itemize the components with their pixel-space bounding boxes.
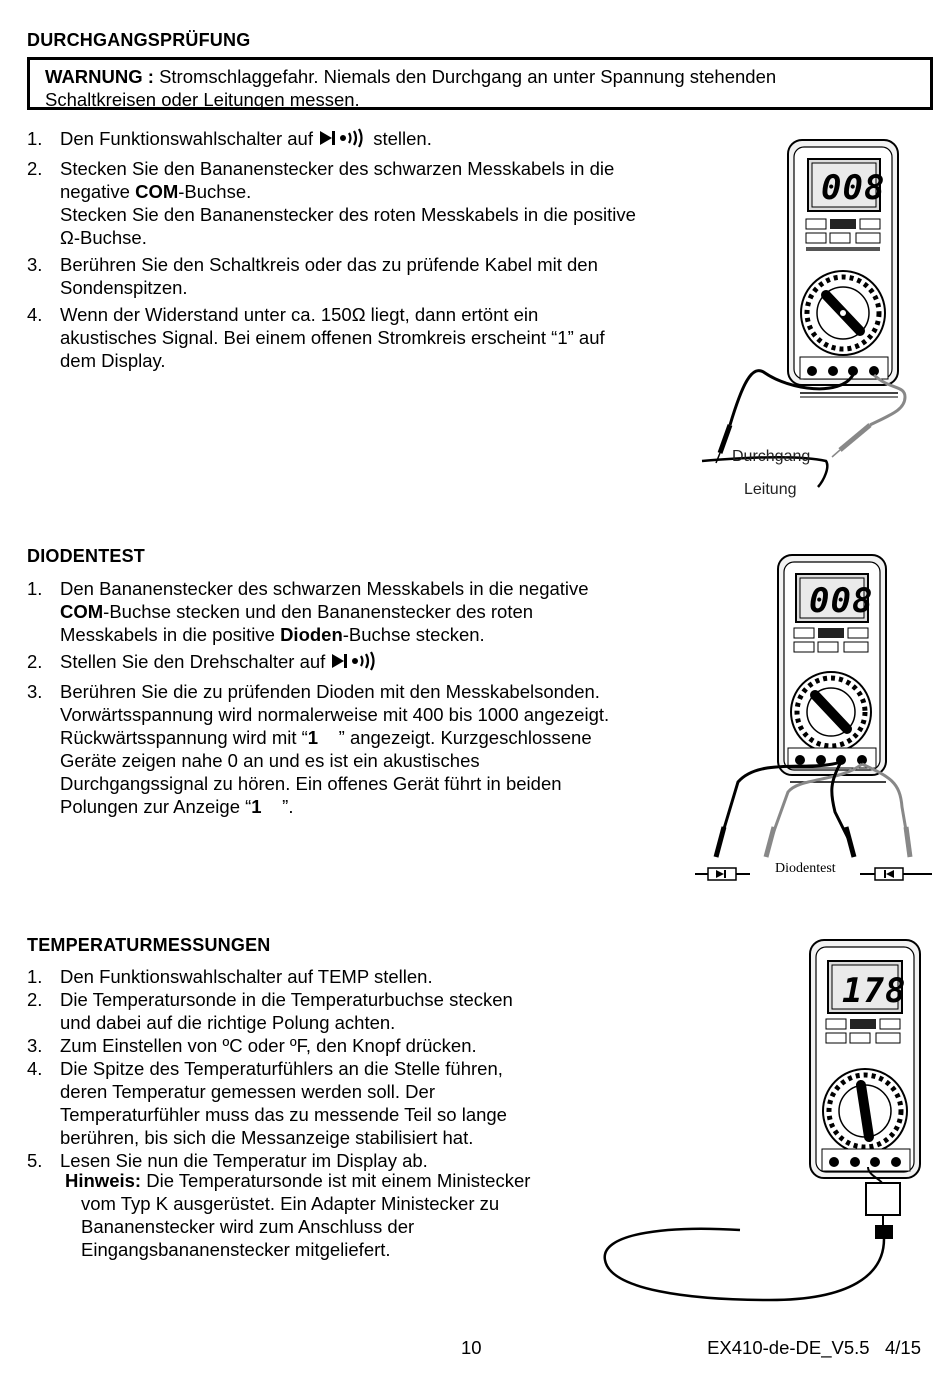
step-text: Die Temperatursonde in die Temperaturbuchse stecken: [60, 989, 513, 1010]
meter-display-value: 008: [809, 581, 874, 621]
list-item: [27, 127, 707, 153]
figure-caption: Leitung: [744, 481, 797, 498]
diode-heading: DIODENTEST: [27, 546, 146, 566]
step-text: Die Spitze des Temperaturfühlers an die Stelle führen,: [60, 1058, 503, 1079]
list-item: [27, 680, 707, 818]
diode-jack-label: Dioden: [280, 624, 343, 645]
continuity-steps: [27, 127, 707, 376]
step-number: 3.: [27, 1035, 43, 1056]
step-text: Stecken Sie den Bananenstecker des schwarzen Messkabels in die: [60, 157, 615, 179]
step-text: stellen.: [368, 128, 432, 149]
step-text: Berühren Sie die zu prüfenden Dioden mit den Messkabelsonden.: [60, 680, 600, 702]
note-text: vom Typ K ausgerüstet. Ein Adapter Ministecker zu: [81, 1193, 500, 1214]
list-item: [27, 303, 707, 372]
diode-continuity-icon: [330, 651, 380, 676]
step-number: 3.: [27, 253, 43, 275]
meter-display-value: 178: [842, 971, 907, 1011]
step-number: 5.: [27, 1150, 43, 1171]
note-text: Eingangsbananenstecker mitgeliefert.: [81, 1239, 391, 1260]
step-text: Sondenspitzen.: [60, 276, 188, 298]
step-text: deren Temperatur gemessen werden soll. Der: [60, 1081, 435, 1102]
step-text: Durchgangssignal zu hören. Ein offenes Gerät führt in beiden: [60, 772, 562, 794]
step-text: Den Funktionswahlschalter auf: [60, 128, 319, 149]
step-text: berühren, bis sich die Messanzeige stabilisiert hat.: [60, 1127, 474, 1148]
step-text: Berühren Sie den Schaltkreis oder das zu prüfende Kabel mit den: [60, 253, 598, 275]
step-number: 3.: [27, 680, 43, 702]
diode-figure: [690, 552, 935, 882]
diode-steps: [27, 577, 707, 822]
list-item: [27, 157, 707, 249]
list-item: [27, 1034, 587, 1057]
step-text: -Buchse stecken und den Bananenstecker des roten: [103, 601, 534, 622]
temperature-heading: TEMPERATURMESSUNGEN: [27, 935, 271, 955]
ohm-symbol: Ω: [60, 226, 74, 248]
warning-label: WARNUNG :: [45, 66, 154, 87]
figure-caption: Diodentest: [775, 861, 836, 876]
note-label: Hinweis:: [65, 1170, 142, 1191]
warning-box: [27, 57, 933, 110]
continuity-heading: DURCHGANGSPRÜFUNG: [27, 30, 251, 50]
step-text: -Buchse.: [73, 226, 147, 248]
step-text: Stellen Sie den Drehschalter auf: [60, 651, 331, 672]
step-text: -Buchse.: [178, 180, 252, 202]
step-text: ”.: [261, 795, 294, 817]
list-item: [27, 253, 707, 299]
step-text: Vorwärtsspannung wird normalerweise mit 400 bis 1000 angezeigt.: [60, 703, 610, 725]
step-text: ” angezeigt. Kurzgeschlossene: [318, 726, 592, 748]
step-text: -Buchse stecken.: [342, 624, 485, 645]
step-text: Lesen Sie nun die Temperatur im Display ab.: [60, 1150, 428, 1171]
figure-caption: Durchgang: [732, 448, 811, 465]
list-item: [27, 965, 587, 988]
continuity-figure: [690, 135, 930, 505]
document-id: EX410-de-DE_V5.5 4/15: [707, 1337, 921, 1358]
step-text: Rückwärtsspannung wird mit “: [60, 726, 308, 748]
step-number: 2.: [27, 157, 43, 179]
page-number: 10: [461, 1337, 482, 1358]
step-text: Polungen zur Anzeige “: [60, 795, 252, 817]
step-text: Zum Einstellen von ºC oder ºF, den Knopf drücken.: [60, 1035, 477, 1056]
temperature-steps: [27, 965, 587, 1172]
step-number: 1.: [27, 966, 43, 987]
step-text: Den Funktionswahlschalter auf TEMP stellen.: [60, 966, 433, 987]
list-item: [27, 650, 707, 676]
step-number: 4.: [27, 1058, 43, 1079]
step-text: negative: [60, 180, 136, 202]
warning-text: [45, 65, 776, 111]
com-jack-label: COM: [135, 180, 179, 202]
step-text: dem Display.: [60, 349, 166, 371]
note-text: Bananenstecker wird zum Anschluss der: [81, 1216, 415, 1237]
list-item: [27, 577, 707, 646]
step-text: und dabei auf die richtige Polung achten.: [60, 1012, 396, 1033]
step-text: Geräte zeigen nahe 0 an und es ist ein akustisches: [60, 749, 480, 771]
com-jack-label: COM: [60, 601, 104, 622]
step-number: 1.: [27, 128, 43, 149]
step-text: Den Bananenstecker des schwarzen Messkabels in die negative: [60, 578, 589, 599]
step-number: 2.: [27, 989, 43, 1010]
display-one: 1: [251, 795, 262, 817]
warning-line2: Schaltkreisen oder Leitungen messen.: [45, 89, 360, 110]
step-number: 1.: [27, 578, 43, 599]
step-number: 2.: [27, 651, 43, 672]
note-text: Die Temperatursonde ist mit einem Ministecker: [141, 1170, 531, 1191]
step-text: Wenn der Widerstand unter ca. 150Ω liegt, dann ertönt ein: [60, 303, 539, 325]
warning-line1: Stromschlaggefahr. Niemals den Durchgang an unter Spannung stehenden: [153, 66, 777, 87]
step-text: akustisches Signal. Bei einem offenen Stromkreis erscheint “1” auf: [60, 326, 605, 348]
meter-display-value: 008: [821, 168, 886, 208]
temperature-note: [65, 1169, 530, 1261]
diode-continuity-icon: [318, 128, 368, 153]
step-number: 4.: [27, 303, 43, 325]
display-one: 1: [307, 726, 319, 748]
temperature-figure: [600, 935, 930, 1310]
list-item: [27, 988, 587, 1034]
step-text: Stecken Sie den Bananenstecker des roten Messkabels in die positive: [60, 203, 636, 225]
step-text: Messkabels in die positive: [60, 624, 281, 645]
list-item: [27, 1057, 587, 1149]
step-text: Temperaturfühler muss das zu messende Teil so lange: [60, 1104, 507, 1125]
